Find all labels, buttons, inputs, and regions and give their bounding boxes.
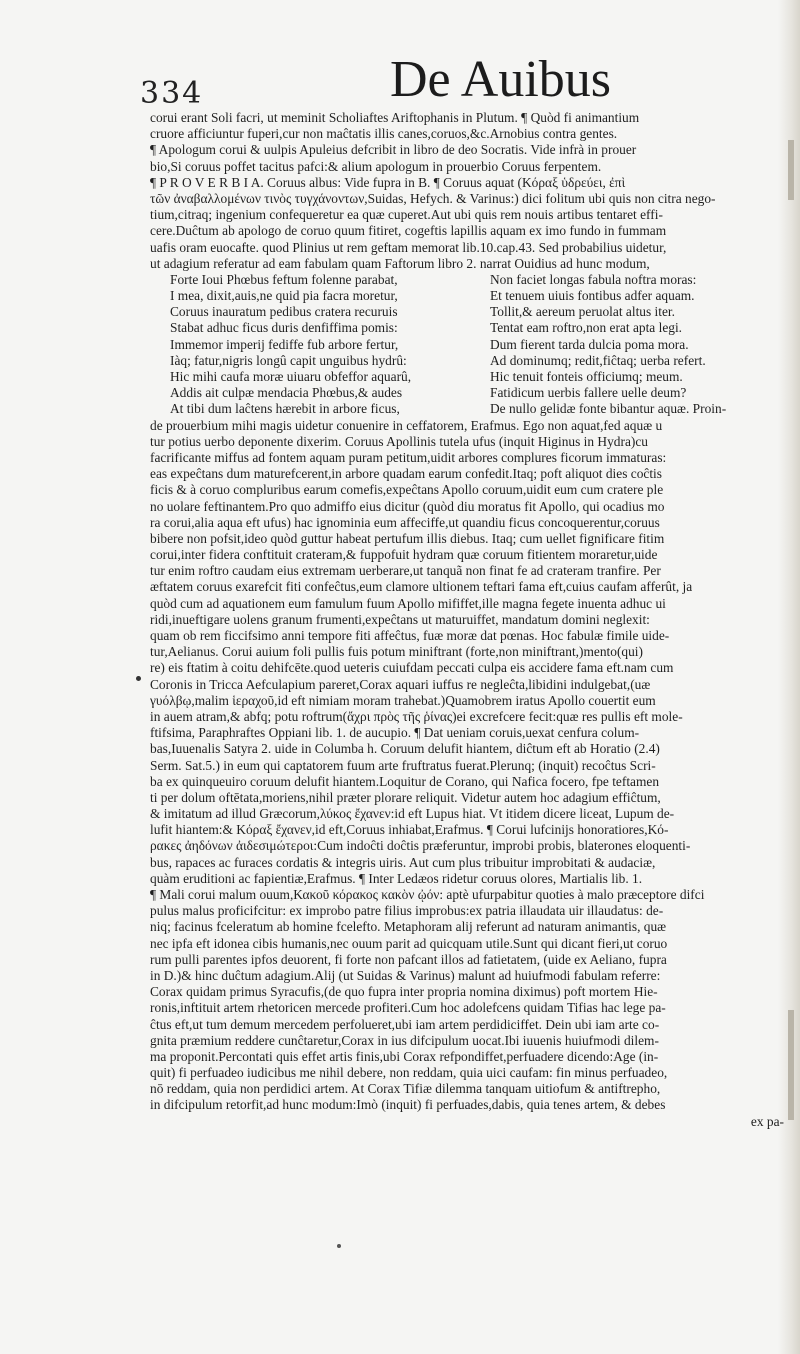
text-line: cere.Duĉtum ab apologo de coruo quum fitiret, cogeftis lapillis aquam ex imo fundo in fummam xyxy=(150,223,667,239)
running-title: De Auibus xyxy=(390,51,611,108)
verse-line: Hic mihi caufa moræ uiuaru obfeffor aquarû, xyxy=(170,369,412,384)
verse-line: Tollit,& aereum peruolat altus iter. xyxy=(490,304,675,320)
text-line: ridi,inueftigare uolens granum frumenti,expeĉtans ut maturuiffet, mandatum domini neglexit: xyxy=(150,611,650,627)
text-line: de prouerbium mihi magis uidetur conuenire in ceffatorem, Erafmus. Ego non aquat,fed aquæ u xyxy=(150,417,663,433)
text-line: nō reddam, quia non perdidici artem. At Corax Tifiæ dilemma tanquam uitiofum & antiftrepho, xyxy=(150,1081,661,1097)
page-header xyxy=(140,50,780,112)
text-line: ¶ P R O V E R B I A. Coruus albus: Vide fupra in B. ¶ Coruus aquat (Κόραξ ὑδρεύει, ἐπὶ xyxy=(150,174,626,190)
text-line: ĉtus eft,ut tum demum mercedem perfolueret,ubi iam artem perdidiciffet. Dein ubi iam arte co- xyxy=(150,1016,660,1032)
text-line: rum pulli parentes ipfos deuorent, fi forte non pafcant illos ad fatietatem, (uide ex Aeliano, fupra xyxy=(150,951,667,967)
text-line: ρακες ἀηδόνων ἀιδεσιμώτεροι:Cum indoĉti doĉtis præferuntur, improbi probis, blaterones eloquenti- xyxy=(150,838,691,854)
text-line: ma proponit.Percontati quis effet artis finis,ubi Corax refpondiffet,perfuadere dicendo:Age (in- xyxy=(150,1048,659,1064)
text-line: quàm eruditioni ac fapientiæ,Erafmus. ¶ Inter Ledæos ridetur coruus olores, Martialis lib. 1. xyxy=(150,870,643,886)
main-text xyxy=(150,110,790,1130)
text-line: ti per dolum oftētata,moriens,nihil præter plorare reliquit. Videtur autem hoc adagium effiĉtum, xyxy=(150,789,661,805)
verse-line: I mea, dixit,auis,ne quid pia facra moretur, xyxy=(170,288,398,304)
text-block-bottom xyxy=(150,418,790,1114)
text-line: ¶ Apologum corui & uulpis Apuleius defcribit in libro de deo Socratis. Vide infrà in prouer xyxy=(150,142,637,158)
text-line: eas expeĉtans dum maturefcerent,in arbore quadam earum confedit.Itaq; poft aliquot dies coĉtis xyxy=(150,466,662,482)
catchword: ex pa- xyxy=(750,1113,784,1129)
text-line: bas,Iuuenalis Satyra 2. uide in Columba h. Coruum delufit hiantem, diĉtum eft ab Horatio (2.4) xyxy=(150,741,660,757)
text-block-top xyxy=(150,110,790,272)
verse-line: Tentat eam roftro,non erat apta legi. xyxy=(490,320,683,336)
verse-line: De nullo gelidæ fonte bibantur aquæ. Proin- xyxy=(490,401,727,417)
text-line: ftifsima, Paraphraftes Oppiani lib. 1. de aucupio. ¶ Dat ueniam coruis,uexat cenfura colum- xyxy=(150,725,640,741)
verse-column-right xyxy=(470,272,790,418)
verse-quotation xyxy=(150,272,790,418)
text-line: ba ex quinqueuiro coruum delufit hiantem.Loquitur de Corano, qui Nafica focero, fpe teftamen xyxy=(150,773,660,789)
text-line: quòd cum ad aquationem eum famulum fuum Apollo mififfet,ille magna fegete inuenta adhuc ui xyxy=(150,595,666,611)
verse-line: Coruus inauratum pedibus cratera recuruis xyxy=(170,304,398,320)
margin-bullet xyxy=(136,676,141,681)
text-line: tur potius uerbo deponente dixerim. Coruus Apollinis tutela ufus (inquit Higinus in Hydra)cu xyxy=(150,433,648,449)
page-number: 334 xyxy=(140,76,204,111)
text-line: tium,citraq; ingenium confequeretur ea quæ cuperet.Aut ubi quis rem nouis artibus tentaret effi- xyxy=(150,207,663,223)
text-line: & imitatum ad illud Græcorum,λύκος ἔχανεν:id eft Lupus hiat. Vt itidem dicere liceat, Lupum de- xyxy=(150,806,675,822)
text-line: bibere non pofsit,ideo quòd guttur habeat pertufum illis diebus. Itaq; cum uellet fignificare fitim xyxy=(150,530,665,546)
text-line: Coronis in Tricca Aefculapium pareret,Corax aquari iuffus re negleĉta,libidini indulgebat,(uæ xyxy=(150,676,651,692)
verse-line: Iàq; fatur,nigris longû capit unguibus hydrû: xyxy=(170,352,407,368)
text-line: in D.)& hinc duĉtum adagium.Alij (ut Suidas & Varinus) malunt ad huiufmodi fabulam referre: xyxy=(150,967,661,983)
text-line: æftatem coruus exarefcit fiti confeĉtus,eum clamore ultionem teftari fama eft,cuius caufam afferût, ja xyxy=(150,579,693,595)
text-line: ficis & à coruo compluribus earum comefis,expeĉtans Apollo coruum,uidit eum cum cratere ple xyxy=(150,482,664,498)
text-line: in difcipulum retorfit,ad hunc modum:Imò (inquit) fi perfuades,dabis, quia tenes artem, & debes xyxy=(150,1097,666,1113)
text-line: gnita præmium reddere cunĉtaretur,Corax in ius difcipulum uocat.Ibi iuuenis huiufmodi dilem- xyxy=(150,1032,659,1048)
verse-line: Ad dominumq; redit,fiĉtaq; uerba refert. xyxy=(490,352,706,368)
text-line: cruore afficiuntur fuperi,cur non maĉtatis illis canes,coruos,&c.Arnobius contra gentes. xyxy=(150,126,618,142)
verse-line: Stabat adhuc ficus duris denfiffima pomis: xyxy=(170,320,398,336)
text-line: pulus malus proficifcitur: ex improbo patre filius improbus:ex patria illaudata uir illaudatus: de- xyxy=(150,903,664,919)
text-line: quam ob rem ficcifsimo anni tempore fiti affeĉtus, fuæ moræ dat pœnas. Hoc fabulæ fimile uide- xyxy=(150,628,670,643)
text-line: ¶ Mali corui malum ouum,Κακοῦ κόρακος κακὸν ᾠόν: aptè ufurpabitur quoties à malo præceptore difci xyxy=(150,887,705,902)
text-line: tur enim roftro caudam eius extremam uerberare,ut tanquã non finat fe ad crateram tranfire. Per xyxy=(150,563,661,579)
text-line: re) eis ftatim à coitu dehifcēte.quod ueteris cuiufdam peccati culpa eis accidere fama eft.nam cum xyxy=(150,660,674,676)
text-line: Corax quidam primus Syracufis,(de quo fupra inter propria nomina diximus) poft mortem Hie- xyxy=(150,984,658,1000)
verse-line: At tibi dum laĉtens hærebit in arbore ficus, xyxy=(170,401,400,417)
verse-line: Forte Ioui Phœbus feftum folenne parabat, xyxy=(170,271,398,287)
verse-line: Fatidicum uerbis fallere uelle deum? xyxy=(490,385,687,401)
text-line: τῶν ἀναβαλλομένων τινὸς τυγχάνοντων,Suidas, Hefych. & Varinus:) dici folitum ubi quis non citra nego- xyxy=(150,190,716,206)
text-line: tur,Aelianus. Corui auium foli pullis fuis potum miniftrant (forte,non miniftrant,)mento(qui) xyxy=(150,644,643,660)
text-line: uafis oram euocafte. quod Plinius ut rem geftam memorat lib.10.cap.43. Sed probabilius uidetur, xyxy=(150,239,667,255)
text-line: lufit hiantem:& Κόραξ ἔχανεν,id eft,Coruus inhiabat,Erafmus. ¶ Corui lufcinijs honoratiores,Κό- xyxy=(150,822,669,838)
verse-line: Immemor imperij fediffe fub arbore fertur, xyxy=(170,336,399,352)
verse-line: Et tenuem uiuis fontibus adfer aquam. xyxy=(490,288,695,304)
text-line: corui erant Soli facri, ut meminit Scholiaftes Ariftophanis in Plutum. ¶ Quòd fi animantium xyxy=(150,110,640,125)
verse-column-left xyxy=(150,272,470,418)
text-line: ronis,inftituit artem rhetoricen mercede profiteri.Cum hoc adolefcens quidam Tifias hac lege pa- xyxy=(150,1000,666,1016)
text-line: ut adagium referatur ad eam fabulam quam Faftorum libro 2. narrat Ouidius ad hunc modum, xyxy=(150,255,650,271)
text-line: niq; facinus fceleratum ab homine fcelefto. Metaphoram alij referunt ad naturam animantis, quæ xyxy=(150,919,667,935)
verse-line: Hic tenuit fonteis officiumq; meum. xyxy=(490,369,683,384)
verse-line: Non faciet longas fabula noftra moras: xyxy=(490,271,697,287)
ink-speck xyxy=(337,1244,341,1248)
text-line: γυόλβῳ,malim ἱεραχοῦ,id eft nimiam moram trahebat.)Quamobrem iratus Apollo couertit eum xyxy=(150,692,656,708)
text-line: facrificante miffus ad fontem aquam puram petitum,uidit arbores complures ficorum immaturas: xyxy=(150,449,667,465)
text-line: bus, rapaces ac furaces cordatis & integris uiris. Aut cum plus tribuitur improbitati & audaciæ, xyxy=(150,854,656,870)
verse-line: Dum fierent tarda dulcia poma mora. xyxy=(490,336,689,352)
text-line: ra corui,alia aqua eft ufus) hac ignominia eum affeciffe,ut quandiu ficus concoquerentur,coruus xyxy=(150,514,660,530)
text-line: in auem atram,& abfq; potu roftrum(ἄχρι πρὸς τῆς ῥίνας)ei excrefcere fecit:quæ res pullis eft mole- xyxy=(150,708,683,724)
text-line: no uolare feftinantem.Pro quo admiffo eius dicitur (quòd diu moratus fit Apollo, qui ocadius mo xyxy=(150,498,665,514)
text-line: Serm. Sat.5.) in eum qui captatorem fuum arte fruftratus fuerat.Plerunq; (inquit) recoĉtus Scri- xyxy=(150,757,656,773)
text-line: quit) fi perfuadeo iudicibus me nihil debere, non reddam, quia uici caufam: fin minus perfuadeo, xyxy=(150,1065,668,1081)
text-line: corui,inter fidera conftituit crateram,& fuppofuit hydram quæ coruum fitientem moraretur,uide xyxy=(150,547,658,563)
text-line: bio,Si coruus poffet tacitus pafci:& alium apologum in prouerbio Coruus ferpentem. xyxy=(150,158,602,174)
text-line: nec ipfa eft idonea cibis humanis,nec ouum parit ad quicquam utile.Sunt qui dicant fieri,ut coruo xyxy=(150,935,668,951)
verse-line: Addis ait culpæ mendacia Phœbus,& audes xyxy=(170,385,403,401)
